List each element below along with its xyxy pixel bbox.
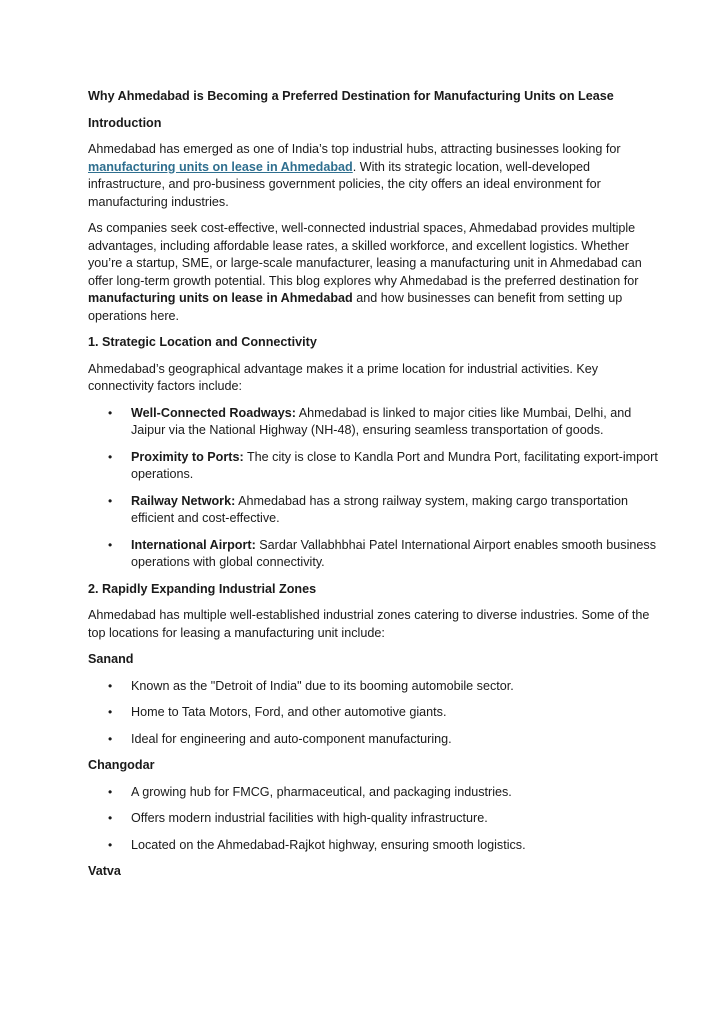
list-item-label: Railway Network: — [131, 493, 236, 508]
list-item-text: Sardar Vallabhbhai Patel International Airport enables smooth business operations with global connectivity. — [131, 537, 656, 569]
bullet-icon: • — [108, 705, 113, 719]
section2-heading: 2. Rapidly Expanding Industrial Zones — [88, 581, 317, 596]
list-item — [88, 704, 660, 722]
intro-p2-bold-phrase: manufacturing units on lease in Ahmedabad — [88, 291, 353, 305]
changodar-list — [88, 784, 660, 855]
list-item-label: International Airport: — [131, 537, 256, 552]
section2-intro: Ahmedabad has multiple well-established industrial zones catering to diverse industries. Some of the top locations for leasing a manufacturing unit include: — [88, 608, 650, 640]
bullet-icon: • — [108, 811, 113, 825]
zone-heading-sanand: Sanand — [88, 652, 134, 666]
list-item-text: Ideal for engineering and auto-component manufacturing. — [131, 731, 452, 746]
connectivity-list — [88, 405, 660, 572]
list-item-text: Known as the "Detroit of India" due to its booming automobile sector. — [131, 678, 514, 693]
bullet-icon: • — [108, 449, 113, 464]
document-title: Why Ahmedabad is Becoming a Preferred Destination for Manufacturing Units on Lease — [88, 89, 614, 103]
intro-paragraph-2 — [88, 220, 660, 325]
bullet-icon: • — [108, 537, 113, 552]
section1-intro: Ahmedabad’s geographical advantage makes it a prime location for industrial activities. Key connectivity factors include: — [88, 361, 599, 393]
sanand-list — [88, 678, 660, 749]
bullet-icon: • — [108, 731, 113, 746]
list-item — [88, 449, 660, 484]
list-item — [88, 810, 660, 828]
bullet-icon: • — [108, 405, 113, 420]
list-item — [88, 784, 660, 802]
list-item — [88, 537, 660, 572]
intro-p1-text-after: . With its strategic location, well-developed infrastructure, and pro-business government policies, the city offers an ideal environment for manufacturing industries. — [88, 159, 601, 209]
list-item-label: Proximity to Ports: — [131, 449, 244, 464]
intro-heading: Introduction — [88, 115, 162, 130]
list-item-text: Offers modern industrial facilities with high-quality infrastructure. — [131, 811, 488, 825]
list-item — [88, 405, 660, 440]
intro-p2-text-after: and how businesses can benefit from setting up operations here. — [88, 291, 623, 323]
list-item-text: Located on the Ahmedabad-Rajkot highway, ensuring smooth logistics. — [131, 837, 526, 852]
manufacturing-units-link[interactable]: manufacturing units on lease in Ahmedabad — [88, 159, 353, 174]
bullet-icon: • — [108, 784, 113, 799]
zone-heading-vatva: Vatva — [88, 864, 121, 878]
bullet-icon: • — [108, 837, 113, 852]
list-item — [88, 678, 660, 696]
list-item — [88, 731, 660, 749]
intro-paragraph-1 — [88, 141, 660, 211]
zone-heading-changodar: Changodar — [88, 758, 155, 772]
section1-heading: 1. Strategic Location and Connectivity — [88, 335, 317, 349]
bullet-icon: • — [108, 493, 113, 508]
list-item-text: A growing hub for FMCG, pharmaceutical, and packaging industries. — [131, 784, 512, 799]
bullet-icon: • — [108, 678, 113, 693]
list-item-text: The city is close to Kandla Port and Mundra Port, facilitating export-import operations. — [131, 449, 658, 481]
list-item — [88, 837, 660, 855]
list-item-label: Well-Connected Roadways: — [131, 405, 296, 420]
intro-p1-text-before: Ahmedabad has emerged as one of India’s top industrial hubs, attracting businesses looking for — [88, 142, 621, 156]
intro-p2-text-before: As companies seek cost-effective, well-connected industrial spaces, Ahmedabad provides multiple advantages, including affordable lease rates, a skilled workforce, and excellent logistics. Whether you’re a startup, SME, or large-scale manufacturer, leasing a manufacturing unit in Ahmedabad can offer long-term growth potential. This blog explores why Ahmedabad is the preferred destination for — [88, 221, 642, 288]
list-item — [88, 493, 660, 528]
list-item-text: Ahmedabad is linked to major cities like Mumbai, Delhi, and Jaipur via the National Highway (NH-48), ensuring seamless transportation of goods. — [131, 405, 632, 437]
list-item-text: Ahmedabad has a strong railway system, making cargo transportation efficient and cost-effective. — [131, 493, 628, 525]
list-item-text: Home to Tata Motors, Ford, and other automotive giants. — [131, 705, 447, 719]
